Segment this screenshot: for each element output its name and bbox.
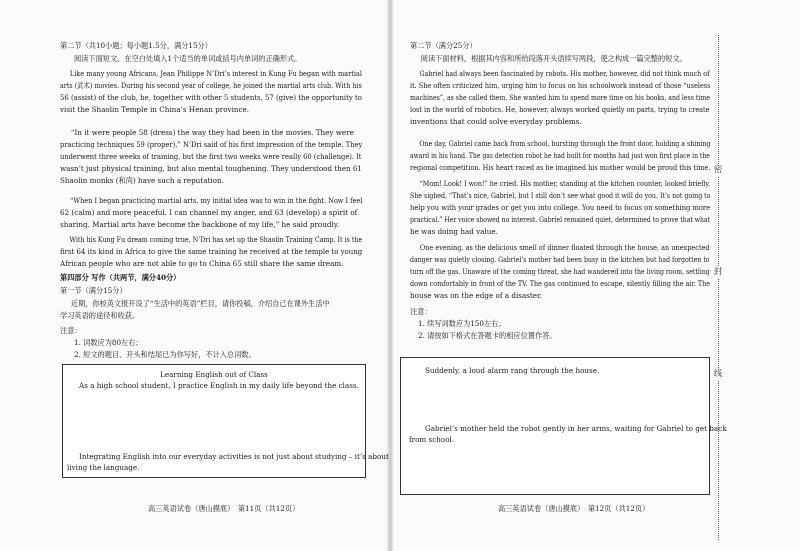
answer-box-first-line: Suddenly, a loud alarm rang through the house.: [425, 366, 600, 375]
story-paragraph-4: One evening, as the delicious smell of dinner floated through the house, an unexpected danger was quietly closing. Gabriel’s mother had been busy in the kitchen but had forgotten to turn off the gas. Unaware of the coming threat, she had wandered into the living room, settling down comfortably in front of the TV. The gas continued to escape, silently filling the air. The house was on the edge of a disaster.: [410, 243, 711, 300]
passage-paragraph-1: Like many young Africans, Jean Philippe N’Dri’s interest in Kung Fu began with martial arts (武术) movies. During his second year of college, he joined the martial arts club. With his 56 (assist) of the club, he, together with other 5 students, 57 (give) the opportunity to visit the Shaolin Temple in China’s Henan province.: [60, 69, 362, 114]
passage-paragraph-3: “When I began practicing martial arts, my initial idea was to win in the fight. Now I feel 62 (calm) and more peaceful. I can channel my anger, and 63 (develop) a spirit of sharing. Martial arts have become the backbone of my life,” he said proudly.: [60, 196, 363, 229]
continuation-answer-box: [400, 357, 727, 495]
left-instruction: 阅读下面短文，在空白处填入1个适当的单词或括号内单词的正确形式。: [74, 54, 302, 63]
writing-section1-prompt: 近期，你校英文报开设了“生活中的英语”栏目，请你投稿，介绍自己在课外生活中 学习英语的途径和收获。: [60, 299, 330, 320]
passage-paragraph-2: “In it were people 58 (dress) the way they had been in the movies. They were practicing techniques 59 (proper),” N’Dri said of his first impression of the temple. They underwent three weeks of training, but the first two weeks were really 60 (challenge). It wasn’t just physical training, but also mental toughening. They understood then 61 Shaolin monks (和尚) have such a reputation.: [60, 128, 363, 185]
answer-box-closing-line-1: Integrating English into our everyday activities is not just about studying – it’s about: [79, 452, 389, 461]
answer-box-second-para-line-2: from school.: [409, 435, 455, 444]
right-page-footer: 高三英语试卷（唐山摸底） 第12页（共12页）: [498, 504, 650, 513]
passage-paragraph-4: With his Kung Fu dream coming true, N’Dri has set up the Shaolin Training Camp. It is the first 64 its kind in Africa to give the same training he received at the temple to young African people who are not able to go to China 65 still share the same dream.: [60, 235, 363, 268]
left-notes: 注意： 1. 词数应为80左右； 2. 短文的题目、开头和结尾已为你写好，不计入总词数。: [60, 326, 256, 359]
binding-mark-1: 密: [713, 165, 723, 175]
binding-mark-2: 封: [713, 267, 723, 277]
answer-box-opening: As a high school student, I practice English in my daily life beyond the class.: [79, 381, 359, 390]
story-paragraph-2: One day, Gabriel came back from school, bursting through the front door, holding a shining award in his hand. The gas detection robot he had built for months had just won first place in the regional competition. His heart raced as he imagined his mother would be proud this time.: [410, 139, 711, 172]
answer-box-title: Learning English out of Class: [160, 370, 268, 379]
story-paragraph-1: Gabriel had always been fascinated by robots. His mother, however, did not think much of it. She often criticized him, urging him to focus on his schoolwork instead of those “useless machines”, as she called them. She wanted him to spend more time on his books, and less time lost in the world of robotics. He, however, always worked quietly on parts, trying to create inventions that could solve everyday problems.: [410, 69, 711, 126]
right-notes: 注意： 1. 续写词数应为150左右； 2. 请按如下格式在答题卡的相应位置作答。: [410, 307, 557, 340]
writing-answer-box-1: [62, 364, 389, 478]
right-section-heading: 第二节（满分25分）: [410, 41, 477, 50]
story-paragraph-3: “Mom! Look! I won!” he cried. His mother, standing at the kitchen counter, looked briefly. She sighed, “That’s nice, Gabriel, but I still don’t see what good it will do you. It’s not going to help you with your grades or get you into college. You need to focus on something more practical.” Her voice showed no interest. Gabriel remained quiet, determined to prove that what he was doing had value.: [410, 179, 711, 236]
writing-section1-heading: 第一节（满分15分）: [60, 286, 127, 295]
binding-line: [718, 35, 719, 540]
page-fold: [386, 0, 394, 551]
binding-mark-3: 线: [713, 369, 723, 379]
answer-box-closing-line-2: living the language.: [67, 463, 140, 472]
right-instruction: 阅读下面材料，根据其内容和所给段落开头语续写两段，使之构成一篇完整的短文。: [420, 54, 687, 63]
answer-box-second-para-line-1: Gabriel’s mother held the robot gently in her arms, waiting for Gabriel to get back: [425, 424, 727, 433]
part4-heading: 第四部分 写作（共两节，满分40分）: [60, 273, 181, 282]
left-page-footer: 高三英语试卷（唐山摸底） 第11页（共12页）: [148, 504, 300, 513]
left-section-heading: 第二节（共10小题；每小题1.5分，满分15分）: [60, 41, 212, 50]
